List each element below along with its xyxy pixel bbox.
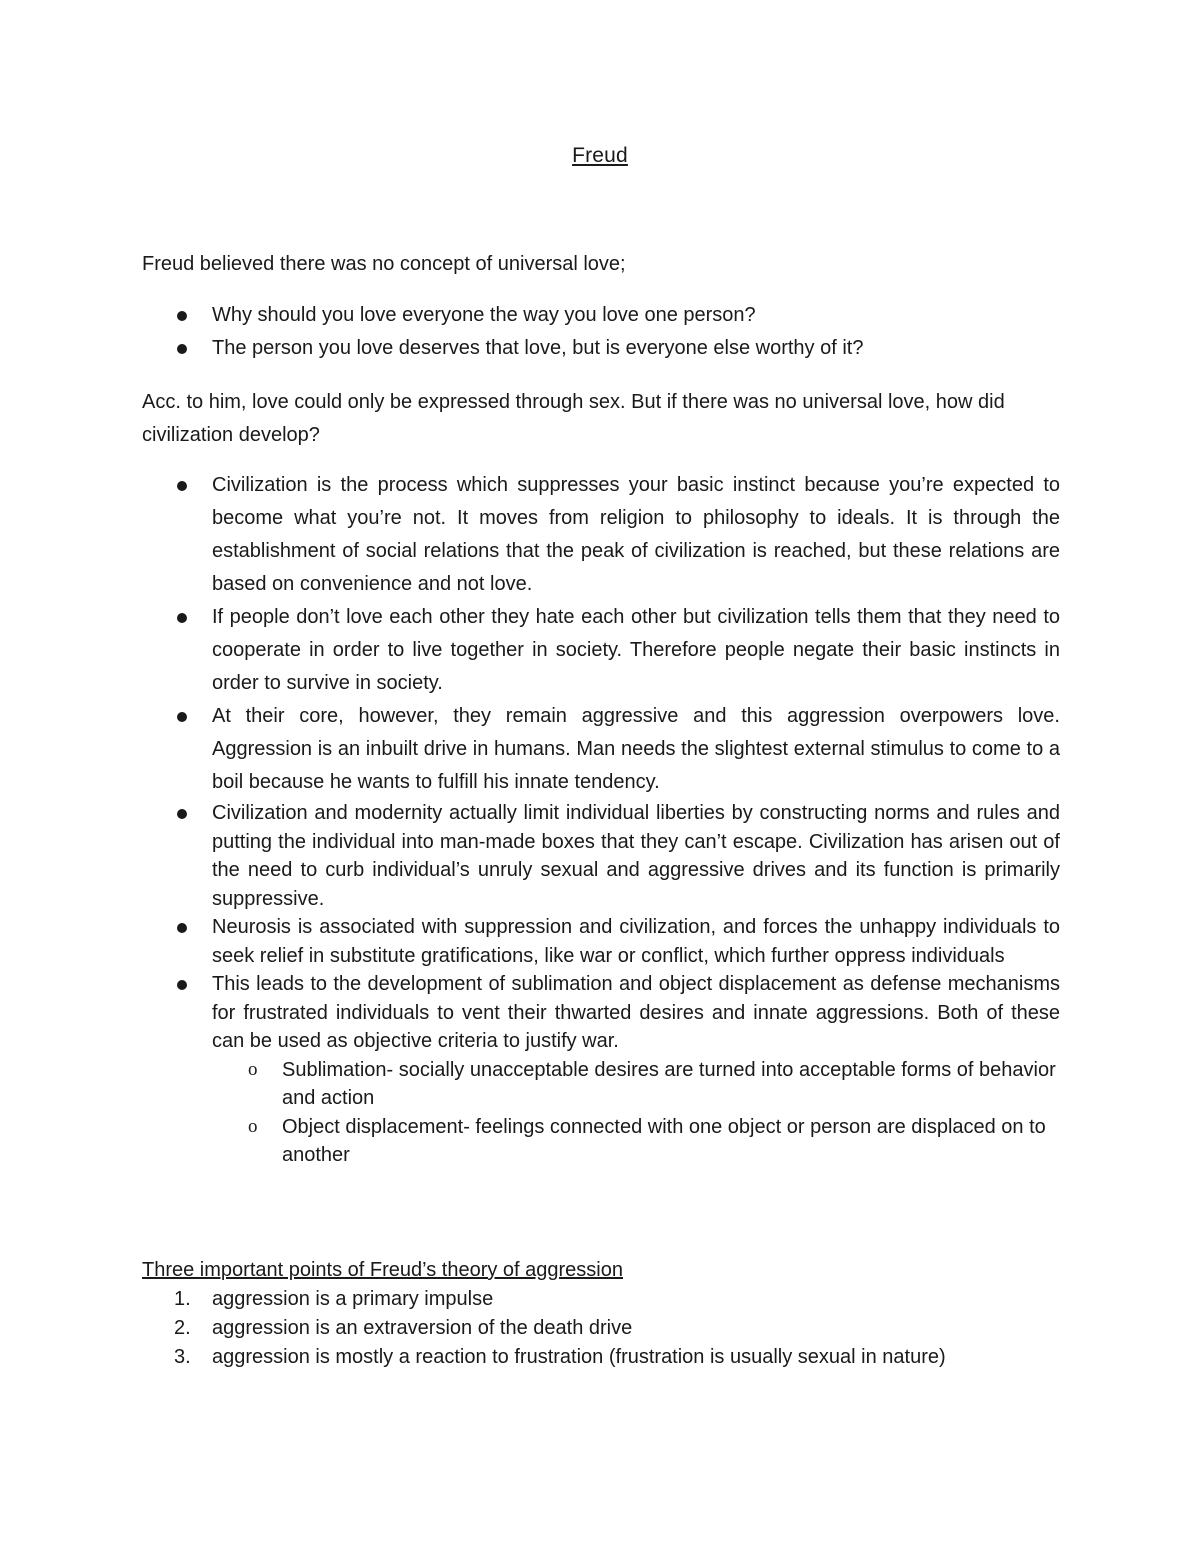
list-number: 1. [174,1288,191,1310]
intro-bullet-list [0,299,1200,365]
list-item [0,299,1060,332]
list-item-text: Neurosis is associated with suppression and civilization, and forces the unhappy individuals to seek relief in substitute gratifications, like war or conflict, which further oppress individuals [212,916,1060,967]
bullet-icon [177,923,187,933]
sub-bullet-list [212,1056,1060,1170]
bullet-icon [177,613,187,623]
list-item [0,469,1060,601]
list-item [0,799,1060,913]
aggression-numbered-list [0,1285,1200,1372]
list-item-text: At their core, however, they remain aggressive and this aggression overpowers love. Aggression is an inbuilt drive in humans. Man needs the slightest external stimulus to come to a boil because he wants to fulfill his innate tendency. [212,705,1060,793]
sub-bullet-marker: o [248,1115,258,1137]
sub-list-item [212,1056,1058,1113]
bullet-icon [177,712,187,722]
list-item-text: If people don’t love each other they hate each other but civilization tells them that they need to cooperate in order to live together in society. Therefore people negate their basic instincts in order to survive in society. [212,606,1060,694]
list-item-text: aggression is mostly a reaction to frustration (frustration is usually sexual in nature) [212,1346,946,1368]
aggression-heading: Three important points of Freud’s theory of aggression [142,1259,623,1281]
list-number: 3. [174,1346,191,1368]
list-item-text: Why should you love everyone the way you love one person? [212,304,756,326]
list-item-text: Civilization and modernity actually limit individual liberties by constructing norms and rules and putting the individual into man-made boxes that they can’t escape. Civilization has arisen out of the need to curb individual’s unruly sexual and aggressive drives and its function is primarily suppressive. [212,802,1060,910]
civilization-bullet-list [0,469,1200,1170]
list-item [0,913,1060,970]
bullet-icon [177,344,187,354]
sub-list-item-text: Sublimation- socially unacceptable desires are turned into acceptable forms of behavior and action [282,1058,1056,1109]
page-title: Freud [572,144,628,167]
bullet-icon [177,311,187,321]
list-item [0,1343,1200,1372]
list-item [0,1285,1200,1314]
list-item [0,1314,1200,1343]
list-number: 2. [174,1317,191,1339]
sub-list-item [212,1113,1058,1170]
list-item-text: aggression is an extraversion of the death drive [212,1317,633,1339]
bullet-icon [177,980,187,990]
list-item [0,970,1060,1170]
list-item [0,601,1060,700]
list-item [0,332,1060,365]
list-item-text: aggression is a primary impulse [212,1288,494,1310]
intro-paragraph: Freud believed there was no concept of universal love; [142,253,626,275]
list-item-text: This leads to the development of sublimation and object displacement as defense mechanisms for frustrated individuals to vent their thwarted desires and innate aggressions. Both of these can be used as objective criteria to justify war. [212,973,1060,1052]
list-item [0,700,1060,799]
bullet-icon [177,481,187,491]
sub-list-item-text: Object displacement- feelings connected with one object or person are displaced on to another [282,1115,1046,1166]
acc-paragraph: Acc. to him, love could only be expressed through sex. But if there was no universal love, how did civilization develop? [142,391,1005,446]
bullet-icon [177,809,187,819]
sub-bullet-marker: o [248,1058,258,1080]
list-item-text: The person you love deserves that love, but is everyone else worthy of it? [212,337,864,359]
list-item-text: Civilization is the process which suppresses your basic instinct because you’re expected to become what you’re not. It moves from religion to philosophy to ideals. It is through the establishment of social relations that the peak of civilization is reached, but these relations are based on convenience and not love. [212,474,1060,595]
